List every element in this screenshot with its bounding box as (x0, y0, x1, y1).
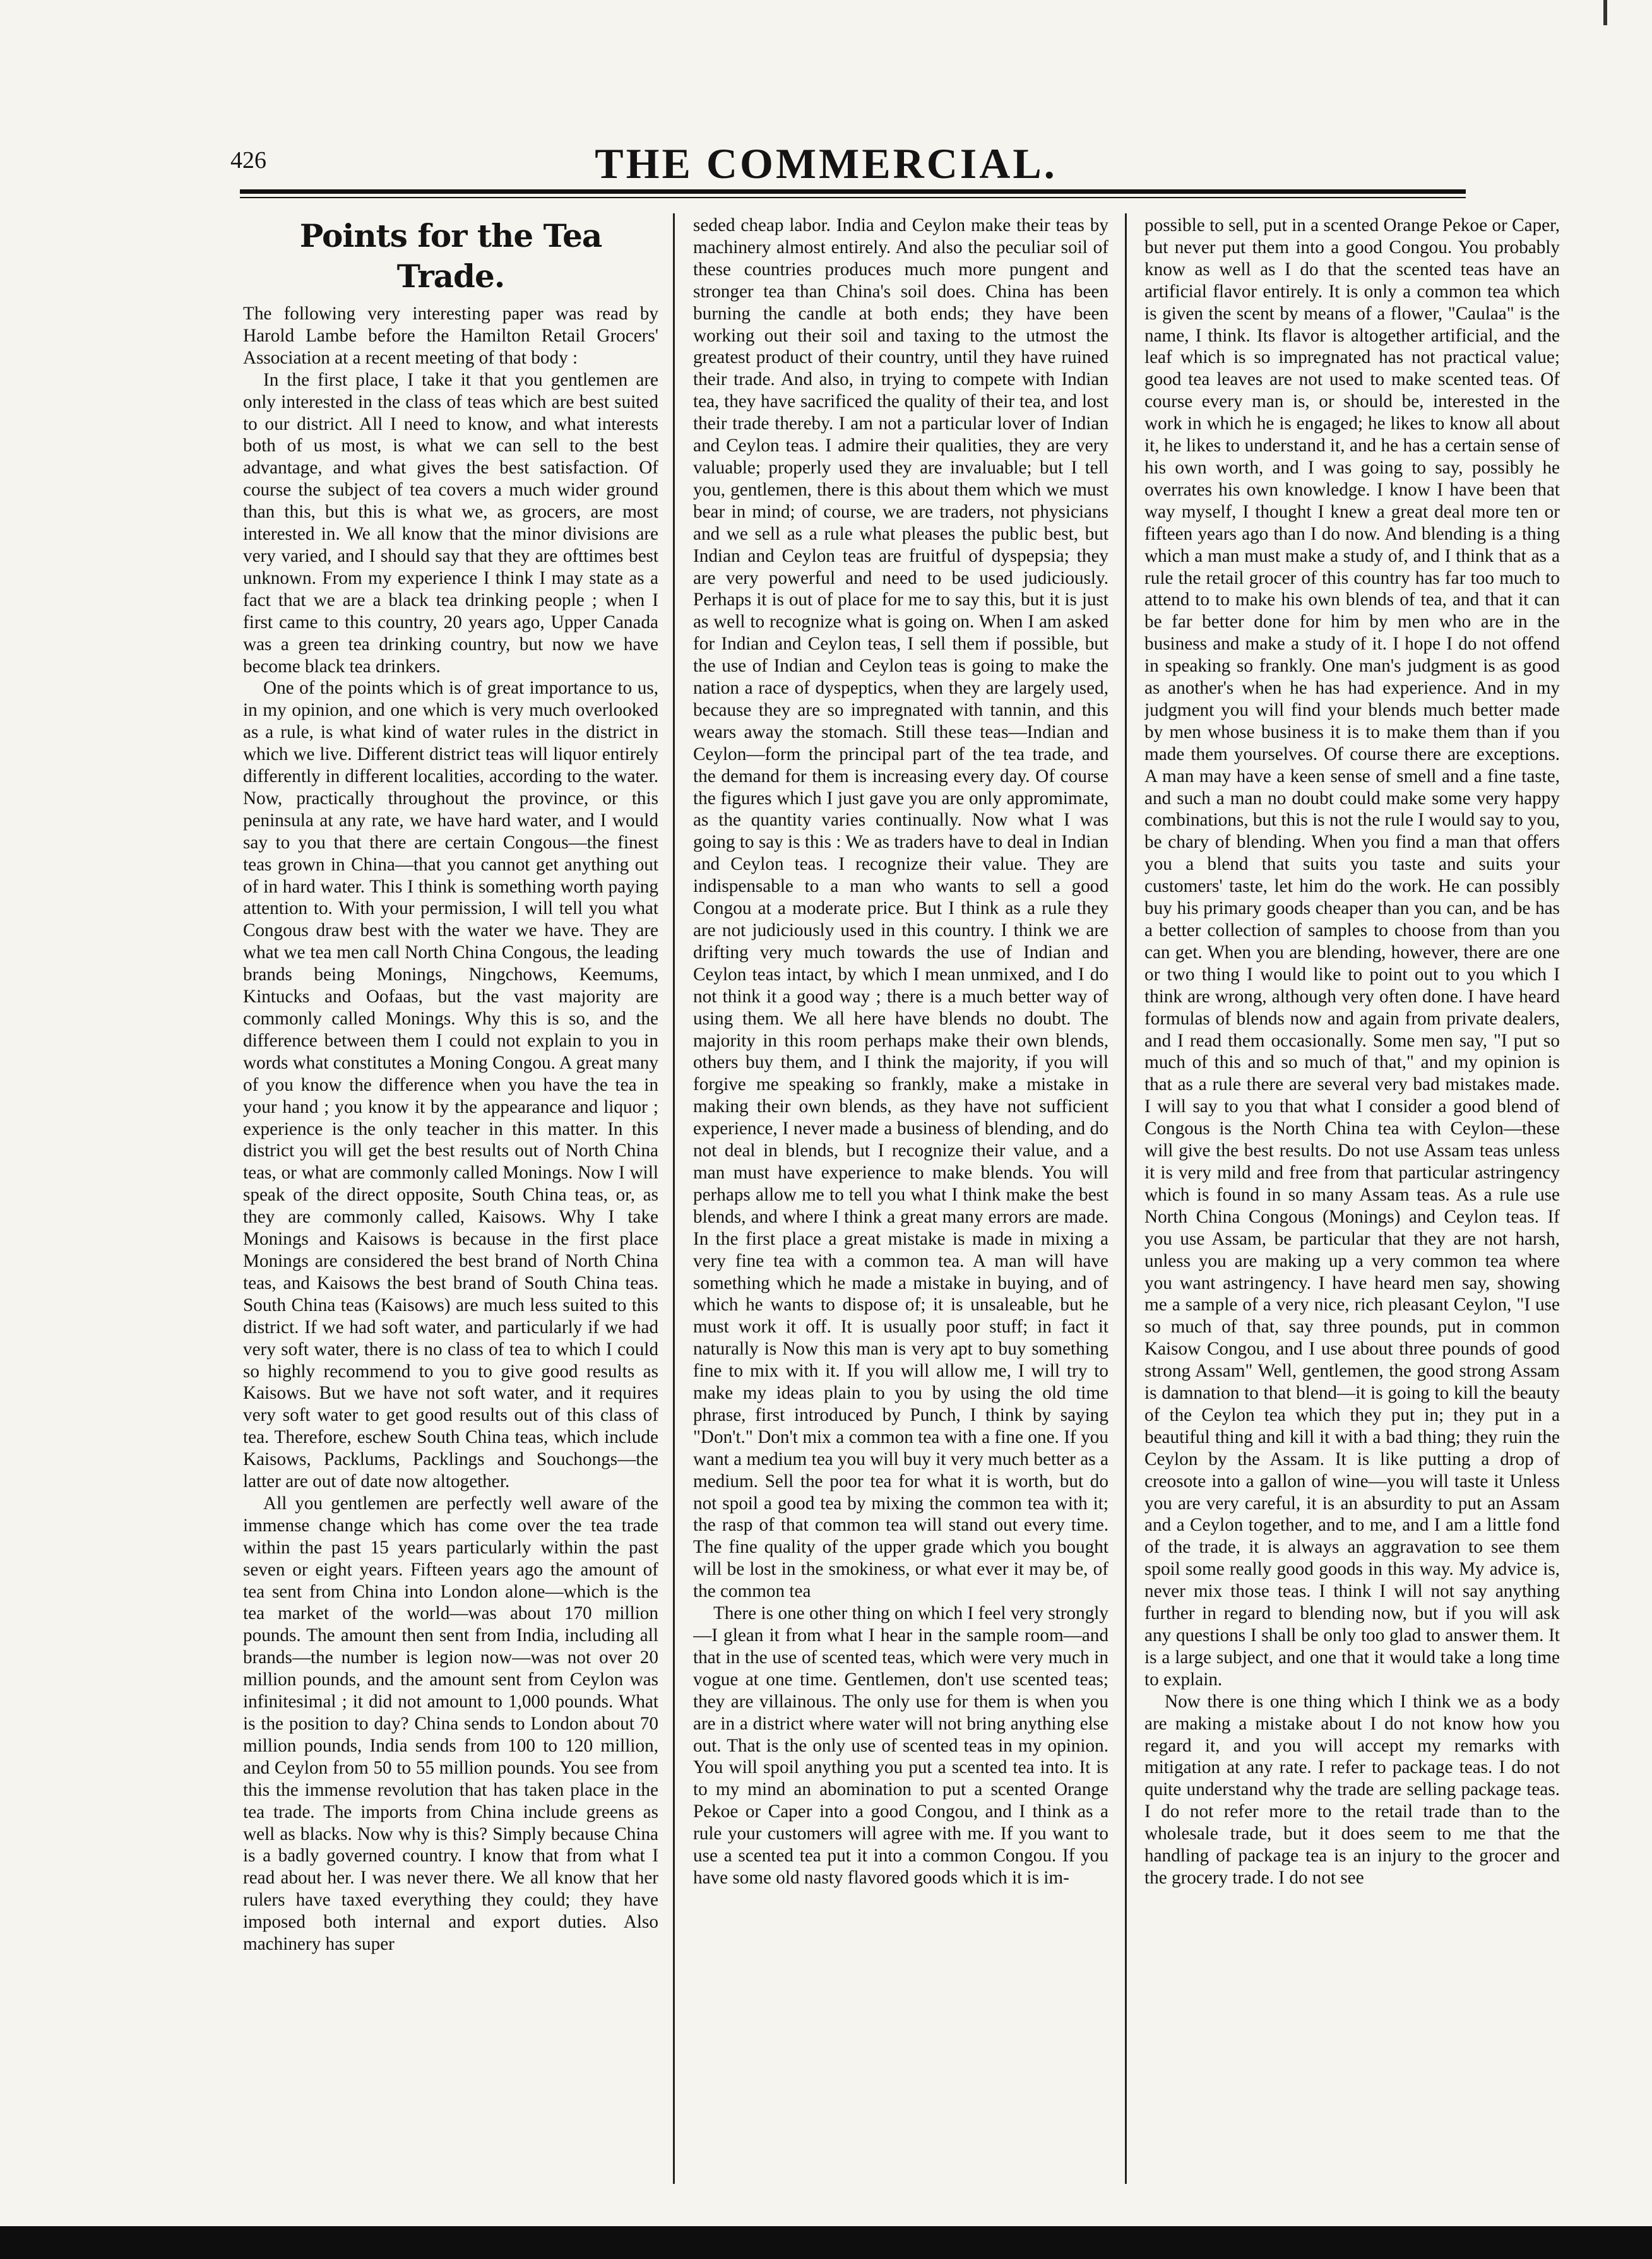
header-rule (240, 189, 1466, 194)
article-paragraph: possible to sell, put in a scented Orange Pekoe or Caper, but never put them into a good Congou. You probably know as well as I do that the scented teas have an artificial flavor entirely. It is only a common tea which is given the scent by means of a flower, "Caulaa" is the name, I think. Its flavor is altogether artificial, and the leaf which is so impregnated has not practical value; good tea leaves are not used to make scented teas. Of course every man is, or should be, interested in the work in which he is engaged; he likes to know all about it, he likes to understand it, and he has a certain sense of his own worth, and I was going to say, possibly he overrates his own knowledge. I know I have been that way myself, I thought I knew a great deal more ten or fifteen years ago than I do now. And blending is a thing which a man must make a study of, and I think that as a rule the retail grocer of this country has far too much to attend to to make his own blends of tea, and that it can be far better done for him by men who are in the business and make a study of it. I hope I do not offend in speaking so frankly. One man's judgment is as good as another's when he has had experience. And in my judgment you will find your blends much better made by men whose business it is to make them than if you made them yourselves. Of course there are exceptions. A man may have a keen sense of smell and a fine taste, and such a man no doubt could make some very happy combinations, but this is not the rule I would say to you, be chary of blending. When you find a man that offers you a blend that suits you taste and suits your customers' taste, let him do the work. He can possibly buy his primary goods cheaper than you can, and be has a better collection of samples to choose from than you can get. When you are blending, however, there are one or two thing I would like to point out to you which I think are wrong, although very often done. I have heard formulas of blends now and again from private dealers, and I read them occasionally. Some men say, "I put so much of this and so much of that," and my opinion is that as a rule there are several very bad mistakes made. I will say to you that what I consider a good blend of Congous is the North China tea with Ceylon—these will give the best results. Do not use Assam teas unless it is very mild and free from that particular astringency which is found in so many Assam teas. As a rule use North China Congous (Monings) and Ceylon teas. If you use Assam, be particular that they are not harsh, unless you are making up a very common tea where you want astringency. I have heard men say, showing me a sample of a very nice, rich pleasant Ceylon, "I use so much of that, say three pounds, put in common Kaisow Congou, and I use about three pounds of good strong Assam" Well, gentlemen, the good strong Assam is damnation to that blend—it is going to kill the beauty of the Ceylon tea which they put in; they put in a beautiful thing and kill it with a bad thing; they ruin the Ceylon by the Assam. It is like putting a drop of creosote into a gallon of wine—you will taste it Unless you are very careful, it is an absurdity to put an Assam and a Ceylon together, and to me, and I am a little fond of the trade, it is always an aggravation to see them spoil some really good goods in this way. My advice is, never mix those teas. I think I will not say anything further in regard to blending now, but if you will ask any questions I shall be only too glad to answer them. It is a large subject, and one that it would take a long time to explain. (1144, 215, 1560, 1690)
article-title: Points for the Tea Trade. (299, 217, 602, 295)
top-edge-mark (1603, 0, 1607, 25)
article-paragraph: All you gentlemen are perfectly well aware of the immense change which has come over the tea trade within the past 15 years particularly within the past seven or eight years. Fifteen years ago the amount of tea sent from China into London alone—which is the tea market of the world—was about 170 million pounds. The amount then sent from India, including all brands—the number is legion now—was not over 20 million pounds, and the amount sent from Ceylon was infinitesimal ; it did not amount to 1,000 pounds. What is the position to day? China sends to London about 70 million pounds, India sends from 100 to 120 million, and Ceylon from 50 to 55 million pounds. You see from this the immense revolution that has taken place in the tea trade. The imports from China include greens as well as blacks. Now why is this? Simply because China is a badly governed country. I know that from what I read about her. I was never there. We all know that her rulers have taxed everything they could; they have imposed both internal and export duties. Also machinery has super (243, 1493, 658, 1955)
column-divider (673, 213, 675, 2184)
article-column-1 (243, 215, 658, 2184)
article-paragraph: One of the points which is of great importance to us, in my opinion, and one which is very much overlooked as a rule, is what kind of water rules in the district in which we live. Different district teas will liquor entirely differently in different localities, according to the water. Now, practically throughout the province, or this peninsula at any rate, we have hard water, and I would say to you that there are certain Congous—the finest teas grown in China—that you cannot get anything out of in hard water. This I think is something worth paying attention to. With your permission, I will tell you what Congous draw best with the water we have. They are what we tea men call North China Congous, the leading brands being Monings, Ningchows, Keemums, Kintucks and Oofaas, but the vast majority are commonly called Monings. Why this is so, and the difference between them I could not explain to you in words what constitutes a Moning Congou. A great many of you know the difference when you have the tea in your hand ; you know it by the appearance and liquor ; experience is the only teacher in this matter. In this district you will get the best results out of North China teas, or what are commonly called Monings. Now I will speak of the direct opposite, South China teas, or, as they are commonly called, Kaisows. Why I take Monings and Kaisows is because in the first place Monings are considered the best brand of North China teas, and Kaisows the best brand of South China teas. South China teas (Kaisows) are much less suited to this district. If we had soft water, and particularly if we had very soft water, there is no class of tea to which I could so highly recommend to you to give good results as Kaisows. But we have not soft water, and it requires very soft water to get good results out of this class of tea. Therefore, eschew South China teas, which include Kaisows, Packlums, Packlings and Souchongs—the latter are out of date now altogether. (243, 678, 658, 1492)
article-paragraph: In the first place, I take it that you gentlemen are only interested in the class of teas which are best suited to our district. All I need to know, and what interests both of us most, is what we can sell to the best advantage, and what gives the best satisfaction. Of course the subject of tea covers a much wider ground than this, but this is what we, as grocers, are most interested in. We all know that the minor divisions are very varied, and I should say that they are ofttimes best unknown. From my experience I think I may state as a fact that we are a black tea drinking people ; when I first came to this country, 20 years ago, Upper Canada was a green tea drinking country, but now we have become black tea drinkers. (243, 369, 658, 677)
article-paragraph: There is one other thing on which I feel very strongly—I glean it from what I hear in the sample room—and that in the use of scented teas, which were very much in vogue at one time. Gentlemen, don't use scented teas; they are villainous. The only use for them is when you are in a district where water will not bring anything else out. That is the only use of scented teas in my opinion. You will spoil anything you put a scented tea into. It is to my mind an abomination to put a scented Orange Pekoe or Caper into a good Congou, and I think as a rule your customers will agree with me. If you want to use a scented tea put it into a common Congou. If you have some old nasty flavored goods which it is im- (693, 1603, 1108, 1888)
article-paragraph: seded cheap labor. India and Ceylon make their teas by machinery almost entirely. And also the peculiar soil of these countries produces much more pungent and stronger tea than China's soil does. China has been burning the candle at both ends; they have been working out their soil and taxing to the utmost the greatest product of their country, until they have ruined their trade. And also, in trying to compete with Indian tea, they have sacrificed the quality of their tea, and lost their trade thereby. I am not a particular lover of Indian and Ceylon teas. I admire their qualities, they are very valuable; properly used they are invaluable; but I tell you, gentlemen, there is this about them which we must bear in mind; of course, we are traders, not physicians and we sell as a rule what pleases the public best, but Indian and Ceylon teas are fruitful of dyspepsia; they are very powerful and need to be used judiciously. Perhaps it is out of place for me to say this, but it is just as well to recognize what is going on. When I am asked for Indian and Ceylon teas, I sell them if possible, but the use of Indian and Ceylon teas is going to make the nation a race of dyspeptics, when they are largely used, because they are so impregnated with tannin, and this wears away the stomach. Still these teas—Indian and Ceylon—form the principal part of the tea trade, and the demand for them is increasing every day. Of course the figures which I just gave you are only appromimate, as the quantity varies continually. Now what I was going to say is this : We as traders have to deal in Indian and Ceylon teas. I recognize their value. They are indispensable to a man who wants to sell a good Congou at a moderate price. But I think as a rule they are not judiciously used in this country. I think we are drifting very much towards the use of Indian and Ceylon teas intact, by which I mean unmixed, and I do not think it a good way ; there is a much better way of using them. We all here have blends no doubt. The majority in this room perhaps make their own blends, others buy them, and I think the majority, if you will forgive me speaking so frankly, make a mistake in making their own blends, as they have not sufficient experience, I never made a business of blending, and do not deal in blends, but I recognize their value, and a man must have experience to make blends. You will perhaps allow me to tell you what I think make the best blends, and where I think a great many errors are made. In the first place a great mistake is made in mixing a very fine tea with a common tea. A man will have something which he made a mistake in buying, and of which he wants to dispose of; it is unsaleable, but he must work it off. It is usually poor stuff; in fact it naturally is Now this man is very apt to buy something fine to mix with it. If you will allow me, I will try to make my ideas plain to you by using the old time phrase, first introduced by Punch, I think by saying "Don't." Don't mix a common tea with a fine one. If you want a medium tea you will buy it very much better as a medium. Sell the poor tea for what it is worth, but do not spoil a good tea by mixing the common tea with it; the rasp of that common tea will stand out every time. The fine quality of the upper grade which you bought will be lost in the smokiness, or what ever it may be, of the common tea (693, 215, 1108, 1602)
article-intro: The following very interesting paper was read by Harold Lambe before the Hamilton Retail Grocers' Association at a recent meeting of that body : (243, 304, 658, 368)
article-column-2 (693, 215, 1108, 2184)
header-rule-thin (240, 197, 1466, 198)
scan-bottom-border (0, 2226, 1652, 2259)
article-paragraph: Now there is one thing which I think we as a body are making a mistake about I do not know how you regard it, and you will accept my remarks with mitigation at any rate. I refer to package teas. I do not quite understand why the trade are selling package teas. I do not refer more to the retail trade than to the wholesale trade, but it does seem to me that the handling of package tea is an injury to the grocer and the grocery trade. I do not see (1144, 1691, 1560, 1888)
page-number: 426 (230, 147, 266, 174)
column-divider (1125, 213, 1127, 2184)
masthead: THE COMMERCIAL. (595, 139, 1057, 187)
article-column-3 (1144, 215, 1560, 2184)
